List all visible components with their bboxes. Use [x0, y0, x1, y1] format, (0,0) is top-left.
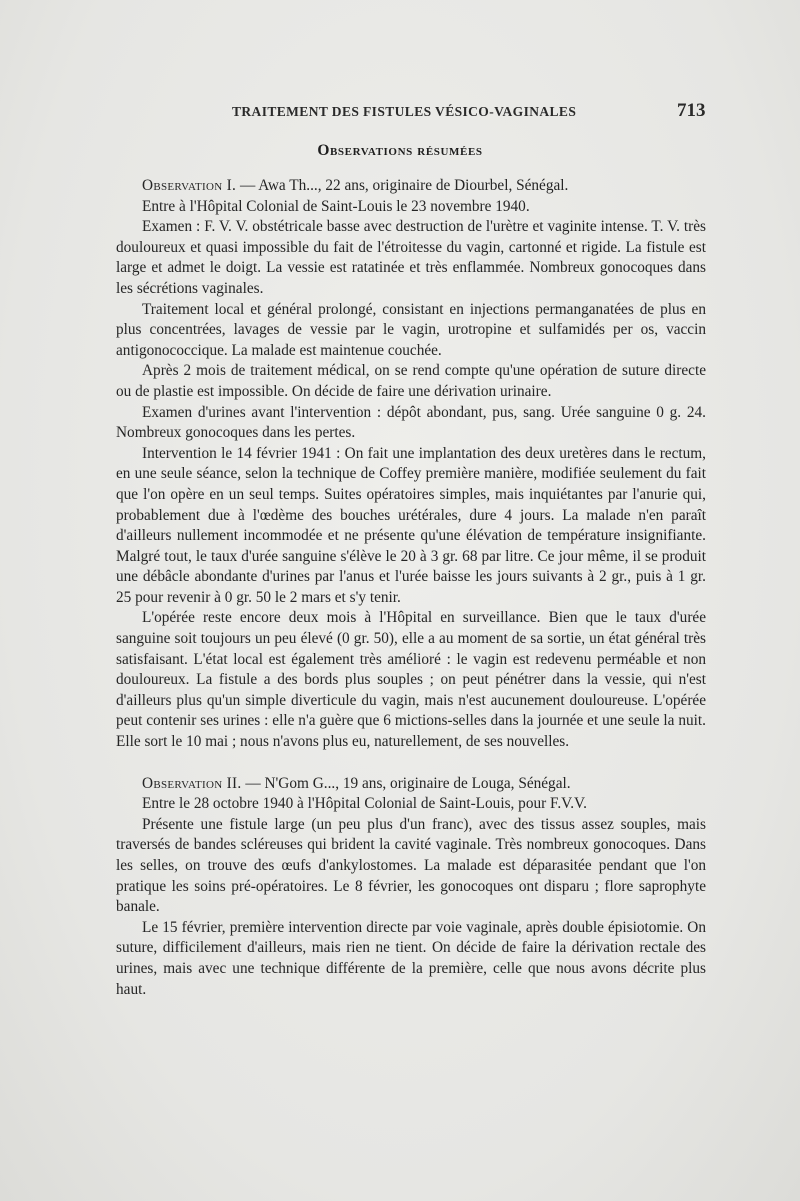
observation-1-intervention: Intervention le 14 février 1941 : On fait une implantation des deux uretères dans le rectum, en une seule séance, selon la technique de Coffey première manière, modifiée seulement du fait que l'on opère en un seul temps. Suites opératoires simples, mais inquiétantes par l'anurie qui, probablement due à l'œdème des bouches urétérales, dure 4 jours. La malade n'en paraît d'ailleurs nullement incommodée et ne présente qu'une élévation de température insignifiante. Malgré tout, le taux d'urée sanguine s'élève le 20 à 3 gr. 68 par litre. Ce jour même, il se produit une débâcle abondante d'urines par l'anus et l'urée baisse les jours suivants à 2 gr., puis à 1 gr. 25 pour revenir à 0 gr. 50 le 2 mars et s'y tenir. — [116, 444, 706, 606]
page-number: 713 — [677, 100, 706, 121]
observation-2-presentation: Présente une fistule large (un peu plus d'un franc), avec des tissus assez souples, mais traversés de bandes scléreuses qui brident la cavité vaginale. Très nombreux gonocoques. Dans les selles, on trouve des œufs d'ankylostomes. La malade est déparasitée pendant que l'on pratique les soins pré-opératoires. Le 8 février, les gonocoques ont disparu ; flore saprophyte banale. — [116, 815, 706, 916]
observation-1-exam: Examen : F. V. V. obstétricale basse avec destruction de l'urètre et vaginite intense. T. V. très douloureux et quasi impossible du fait de l'étroitesse du vagin, cartonné et rigide. La fistule est large et admet le doigt. La vessie est ratatinée et très enflammée. Nombreux gonocoques dans les sécrétions vaginales. — [116, 218, 706, 297]
observation-2-intro: — N'Gom G..., 19 ans, originaire de Louga, Sénégal. — [241, 774, 571, 792]
observation-1-treatment: Traitement local et général prolongé, consistant en injections permanganatées de plus en plus concentrées, lavages de vessie par le vagin, urotropine et sulfamidés per os, vaccin antigonococcique. La malade est maintenue couchée. — [116, 300, 706, 359]
observation-1-outcome: L'opérée reste encore deux mois à l'Hôpital en surveillance. Bien que le taux d'urée sanguine soit toujours un peu élevé (0 gr. 50), elle a au moment de sa sortie, un état général très satisfaisant. L'état local est également très amélioré : le vagin est redevenu perméable et non douloureux. La fistule a des bords plus souples ; on peut pénétrer dans la vessie, qui n'est d'ailleurs plus qu'un simple diverticule du vagin, mais n'est aucunement douloureuse. L'opérée peut contenir ses urines : elle n'a guère que 6 mictions-selles dans la journée et une seule la nuit. Elle sort le 10 mai ; nous n'avons plus eu, naturellement, de ses nouvelles. — [116, 609, 706, 751]
observation-1-label: Observation I. — [142, 177, 237, 194]
observation-1-after-two-months: Après 2 mois de traitement médical, on se rend compte qu'une opération de suture directe ou de plastie est impossible. On décide de faire une dérivation urinaire. — [116, 362, 706, 400]
observation-1-heading — [116, 176, 706, 197]
body-text — [116, 176, 706, 1000]
section-title: Observations résumées — [317, 142, 483, 159]
observation-2-entry: Entre le 28 octobre 1940 à l'Hôpital Colonial de Saint-Louis, pour F.V.V. — [142, 795, 587, 813]
running-head — [0, 100, 800, 130]
observation-2-heading — [116, 774, 706, 795]
running-title: TRAITEMENT DES FISTULES VÉSICO-VAGINALES — [232, 104, 577, 119]
observation-1-entry: Entre à l'Hôpital Colonial de Saint-Louis le 23 novembre 1940. — [142, 197, 530, 215]
observation-1-intro: — Awa Th..., 22 ans, originaire de Diourbel, Sénégal. — [236, 177, 569, 194]
observation-2-label: Observation II. — [142, 774, 242, 792]
observation-2-first-intervention: Le 15 février, première intervention directe par voie vaginale, après double épisiotomie. On suture, difficilement d'ailleurs, mais rien ne tient. On décide de faire la dérivation rectale des urines, mais avec une technique différente de la première, celle que nous avons décrite plus haut. — [116, 918, 706, 998]
observation-1-urine-exam: Examen d'urines avant l'intervention : dépôt abondant, pus, sang. Urée sanguine 0 g. 24. Nombreux gonocoques dans les pertes. — [116, 403, 706, 442]
